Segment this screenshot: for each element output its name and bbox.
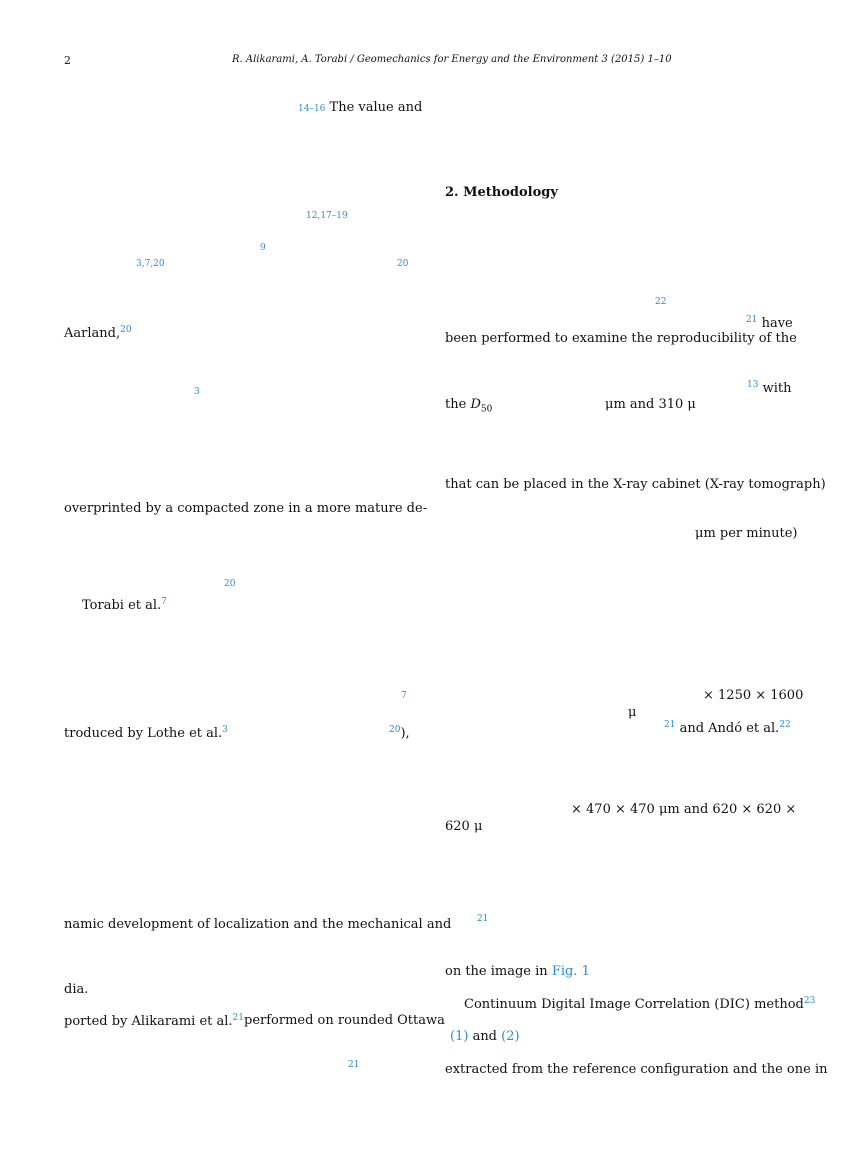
left-line-aarland xyxy=(64,325,132,341)
figure-link[interactable]: Fig. 1 xyxy=(551,964,590,979)
body-text: ported by Alikarami et al. xyxy=(64,1014,233,1029)
body-text: performed on rounded Ottawa xyxy=(244,1013,445,1028)
d50-symbol: D xyxy=(470,397,481,412)
body-text: The value and xyxy=(329,100,423,115)
citation-superscript[interactable]: 20 xyxy=(389,725,401,735)
body-text: Torabi et al. xyxy=(82,598,162,613)
right-line-ando xyxy=(664,720,791,736)
right-line-d50 xyxy=(445,397,492,415)
citation-superscript[interactable]: 22 xyxy=(655,297,667,307)
citation-superscript[interactable]: 23 xyxy=(803,996,816,1006)
body-text: ), xyxy=(400,726,410,741)
citation-superscript[interactable]: 13 xyxy=(747,380,759,390)
citation-superscript[interactable]: 20 xyxy=(224,579,236,589)
citation-superscript[interactable]: 7 xyxy=(401,691,407,701)
left-line-overprinted: overprinted by a compacted zone in a more mature de- xyxy=(64,501,428,516)
left-line-namic: namic development of localization and the mechanical and xyxy=(64,917,452,932)
citation-superscript[interactable]: 12,17–19 xyxy=(306,211,348,221)
citation-superscript[interactable]: 22 xyxy=(779,720,791,730)
left-line-lothe xyxy=(64,725,228,741)
body-text: the xyxy=(445,397,467,412)
right-line-have xyxy=(746,315,793,331)
citation-superscript[interactable]: 21 xyxy=(664,720,676,730)
body-text: troduced by Lothe et al. xyxy=(64,726,223,741)
left-line-torabi xyxy=(82,597,167,613)
citation-superscript[interactable]: 21 xyxy=(348,1060,360,1070)
left-line-lothe-end xyxy=(389,725,410,741)
d50-subscript: 50 xyxy=(480,404,493,415)
citation-superscript[interactable]: 21 xyxy=(746,315,758,325)
running-header: R. Alikarami, A. Torabi / Geomechanics for Energy and the Environment 3 (2015) 1–10 xyxy=(232,54,672,65)
citation-superscript[interactable]: 21 xyxy=(232,1013,244,1023)
citation-superscript[interactable]: 7 xyxy=(161,597,167,607)
citation-superscript[interactable]: 20 xyxy=(120,325,132,335)
right-line-per-minute: μm per minute) xyxy=(695,526,798,541)
right-line-470: × 470 × 470 μm and 620 × 620 × xyxy=(571,802,797,817)
citation-superscript[interactable]: 21 xyxy=(477,914,489,924)
right-line-reproducibility: been performed to examine the reproducibility of the xyxy=(445,331,797,346)
body-text: and Andó et al. xyxy=(679,721,780,736)
page-number: 2 xyxy=(64,54,71,67)
body-text: have xyxy=(761,316,793,331)
citation-superscript[interactable]: 20 xyxy=(397,259,409,269)
citation-superscript[interactable]: 3 xyxy=(194,387,200,397)
right-line-reference: extracted from the reference configuration and the one in xyxy=(445,1062,828,1077)
right-line-dimensions: × 1250 × 1600 xyxy=(703,688,804,703)
citation-superscript[interactable]: 3,7,20 xyxy=(136,259,165,269)
right-line-dic xyxy=(464,996,815,1012)
right-line-620: 620 μ xyxy=(445,819,483,834)
citation-superscript[interactable]: 14–16 xyxy=(298,104,326,114)
citation-superscript[interactable]: 9 xyxy=(260,243,266,253)
body-text: on the image in xyxy=(445,964,548,979)
right-line-d50-values: μm and 310 μ xyxy=(605,397,696,412)
right-line-equations xyxy=(450,1029,520,1044)
body-text: and xyxy=(472,1029,498,1044)
right-line-with xyxy=(747,380,791,396)
left-line-alikarami xyxy=(64,1013,445,1029)
body-text: with xyxy=(762,381,792,396)
citation-superscript[interactable]: 3 xyxy=(222,725,228,735)
section-heading: 2. Methodology xyxy=(445,185,558,200)
right-line-xray: that can be placed in the X-ray cabinet (X-ray tomograph) xyxy=(445,477,826,492)
left-line-1 xyxy=(298,100,422,115)
body-text: Aarland, xyxy=(64,326,121,341)
left-line-dia: dia. xyxy=(64,982,89,997)
equation-link-2[interactable]: (2) xyxy=(501,1029,520,1044)
right-line-fig xyxy=(445,964,590,979)
body-text: Continuum Digital Image Correlation (DIC) method xyxy=(464,997,804,1012)
equation-link-1[interactable]: (1) xyxy=(450,1029,469,1044)
right-line-mu: μ xyxy=(628,705,637,720)
